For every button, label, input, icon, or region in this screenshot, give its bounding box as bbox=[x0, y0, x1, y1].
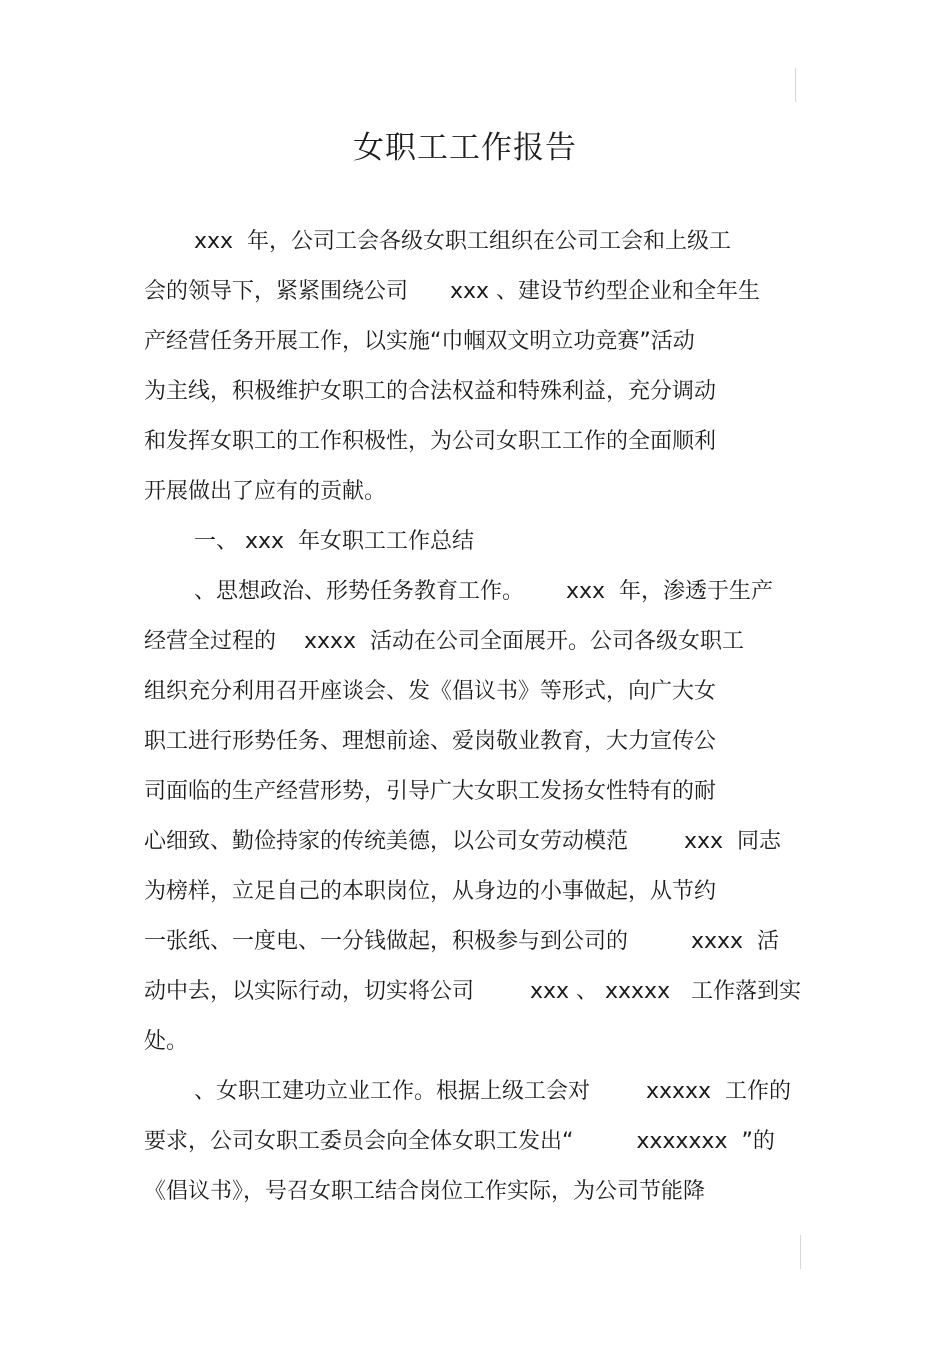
paragraph-line: 要求，公司女职工委员会向全体女职工发出“ xxxxxxx ”的 bbox=[144, 1129, 775, 1154]
paragraph-line: 为主线，积极维护女职工的合法权益和特殊利益，充分调动 bbox=[144, 379, 717, 404]
paragraph-line: 开展做出了应有的贡献。 bbox=[144, 479, 387, 504]
paragraph-line: 和发挥女职工的工作积极性，为公司女职工工作的全面顺利 bbox=[144, 429, 717, 454]
paragraph-line: 、女职工建功立业工作。根据上级工会对 xxxxx 工作的 bbox=[194, 1079, 792, 1104]
paragraph-line: 产经营任务开展工作，以实施“巾帼双文明立功竞赛”活动 bbox=[144, 329, 695, 354]
paragraph-line: 组织充分利用召开座谈会、发《倡议书》等形式，向广大女 bbox=[144, 679, 717, 704]
paragraph-line: 会的领导下，紧紧围绕公司 xxx 、建设节约型企业和全年生 bbox=[144, 279, 761, 304]
paragraph-line: 处。 bbox=[144, 1029, 189, 1054]
paragraph-line: 职工进行形势任务、理想前途、爱岗敬业教育，大力宣传公 bbox=[144, 729, 717, 754]
paragraph-line: 一张纸、一度电、一分钱做起，积极参与到公司的 xxxx 活 bbox=[144, 929, 780, 954]
page-edge-mark-bottom bbox=[800, 1235, 801, 1269]
paragraph-line: 《倡议书》，号召女职工结合岗位工作实际，为公司节能降 bbox=[144, 1179, 706, 1204]
paragraph-line: 心细致、勤俭持家的传统美德，以公司女劳动模范 xxx 同志 bbox=[144, 829, 781, 854]
paragraph-line: 、思想政治、形势任务教育工作。 xxx 年，渗透于生产 bbox=[194, 579, 774, 604]
paragraph-line: xxx 年，公司工会各级女职工组织在公司工会和上级工 bbox=[194, 229, 732, 254]
paragraph-line: 为榜样，立足自己的本职岗位，从身边的小事做起，从节约 bbox=[144, 879, 717, 904]
paragraph-line: 经营全过程的 xxxx 活动在公司全面展开。公司各级女职工 bbox=[144, 629, 745, 654]
section-heading: 一、 xxx 年女职工工作总结 bbox=[194, 529, 475, 554]
document-title: 女职工工作报告 bbox=[353, 130, 577, 166]
page-edge-mark-top bbox=[795, 68, 796, 102]
paragraph-line: 动中去，以实际行动，切实将公司 xxx 、 xxxxx 工作落到实 bbox=[144, 979, 802, 1004]
paragraph-line: 司面临的生产经营形势，引导广大女职工发扬女性特有的耐 bbox=[144, 779, 717, 804]
